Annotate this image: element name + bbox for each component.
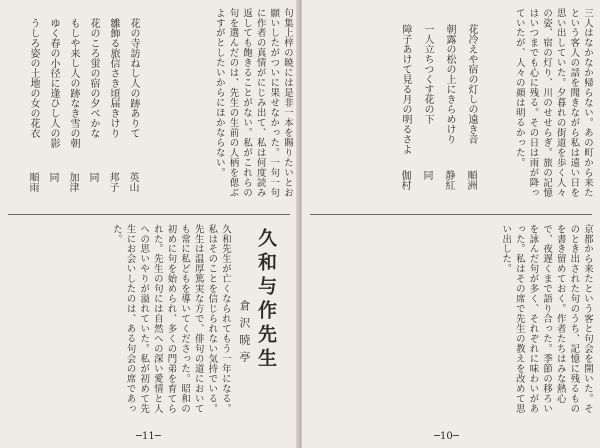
left-haiku-3-text: 花のころ蛍の宿の夕べかな	[88, 18, 99, 138]
right-bottom-body-text: 京都から来たという客と句会を開いた。そのとき出された句のうち、記憶に残るものを書き留めておく。作者たちはみな熱心で、夜遅くまで語り合った。季節の移ろいを詠んだ句が多く、それぞれに味わいがあった。私はその席で先生の教えを改めて思い出した。	[500, 224, 593, 414]
left-divider-rule	[8, 214, 290, 215]
right-haiku-3-text: 一人立ちつくす花の下	[422, 24, 433, 124]
left-haiku-3-poet: 同	[87, 172, 98, 182]
page-left	[0, 0, 298, 448]
left-haiku-6-poet: 順雨	[27, 172, 38, 192]
right-haiku-2-text: 朝露の松の上にきらめけり	[444, 24, 455, 144]
right-haiku-1-text: 花冷えや宿の灯しの遠き音	[466, 24, 477, 144]
left-haiku-2-text: 雛飾る旅信さき頃届きけり	[108, 18, 119, 138]
page-number-right: ─10─	[434, 431, 459, 442]
left-top-body-text: 句集上梓の暁には是非一本を賜りたいとお願いしたがついに果せなかった。一句一句に作者の真情がにじみ出て、私は何度読み返しても飽きることがない。私がこれらの句を選んだのは、先生の生前の人柄を偲ぶよすがとしたいからにほかならない。	[213, 8, 293, 198]
left-haiku-1-poet: 英山	[127, 172, 138, 192]
left-haiku-4-text: もしや来し人の跡なき雪の朝	[68, 18, 79, 148]
left-haiku-5-poet: 同	[47, 172, 58, 182]
right-haiku-2-poet: 静紅	[443, 170, 454, 190]
article-author: 倉沢暁亭	[238, 300, 251, 368]
right-haiku-4-poet: 伽村	[399, 170, 410, 190]
right-haiku-4-text: 障子あけて見る月の明るさよ	[400, 24, 411, 154]
right-haiku-1-poet: 順洲	[465, 170, 476, 190]
left-haiku-5-text: ゆく春の小径に逢ひし人の影	[48, 18, 59, 148]
right-divider-rule	[310, 214, 592, 215]
left-haiku-4-poet: 加津	[67, 172, 78, 192]
page-right	[302, 0, 600, 448]
right-top-body-text-cont	[308, 8, 386, 204]
left-haiku-6-text: うしろ姿の土地の女の花衣	[28, 18, 39, 138]
right-top-body-text: 三人はなかなか帰らない。あの町から来たという客人の話を聞きながら私は遠い日を思い出していた。夕暮れの街道を歩く人々の姿、宿の灯り、川のせせらぎ。旅の記憶はいつまでも心に残る。その日は雨が降っていたが、人々の顔は明るかった。	[513, 8, 593, 198]
right-haiku-3-poet: 同	[421, 170, 432, 180]
article-title: 久和与作先生	[255, 228, 277, 372]
left-haiku-2-poet: 邦子	[107, 172, 118, 192]
page-number-left: ─11─	[136, 431, 161, 442]
left-haiku-1-text: 花の寺訪ねし人の跡ありて	[128, 18, 139, 138]
left-bottom-body-text: 久和先生が亡くなられてもう一年になる。私はそのことを信じられない気持でいる。先生は温厚篤実な方で、俳句の道においても常に私どもを導いてくださった。昭和の初めに句を始められ、多くの門弟を育てられた。先生の句には自然への深い愛情と人への思いやりが溢れていた。私が初めて先生にお会いしたのは、ある句会の席であった。	[111, 224, 231, 414]
